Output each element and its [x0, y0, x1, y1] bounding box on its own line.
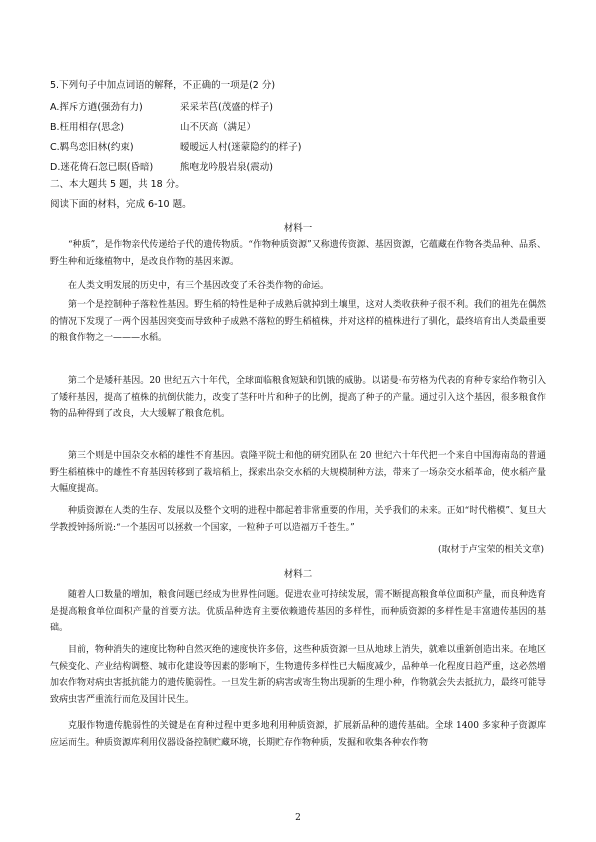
option-d-right: 熊咆龙吟殷岩泉(震动) [180, 162, 273, 173]
material-2-title: 材料二 [283, 569, 313, 580]
option-c-right: 暧暧远人村(迷蒙隐约的样子) [180, 142, 302, 153]
option-d-left: D.迷花倚石忽已暝(昏暗) [50, 162, 154, 173]
option-b-right: 山不厌高（满足） [180, 122, 257, 133]
material-1-paragraph-5: 第三个则是中国杂交水稻的雄性不育基因。袁隆平院士和他的研究团队在 20 世纪六十年代把一个来自中国海南岛的普通野生稻植株中的雄性不育基因转移到了栽培稻上，探索出杂交水稻的大规模制种方法，带来了一场杂交水稻革命，使水稻产量大幅度提高。 [50, 451, 546, 495]
material-2-paragraph-2: 目前，物种消失的速度比物种自然灭绝的速度快许多倍，这些种质资源一旦从地球上消失，就难以重新创造出来。在地区气候变化、产业结构调整、城市化建设等因素的影响下，生物遗传多样性已大幅度减少，品种单一化程度日趋严重，这必然增加农作物对病虫害抵抗能力的遗传脆弱性。一旦发生新的病害或寄生物出现新的生理小种，作物就会失去抵抗力，最终可能导致病虫害严重流行而危及国计民生。 [50, 645, 546, 705]
option-a-right: 采采芣苢(茂盛的样子) [180, 102, 273, 113]
option-a-left: A.挥斥方遒(强劲有力) [50, 102, 143, 113]
option-c-left: C.羁鸟恋旧林(约束) [50, 142, 134, 153]
material-1-paragraph-3: 第一个是控制种子落粒性基因。野生稻的特性是种子成熟后就掉到土壤里，这对人类收获种子很不利。我们的祖先在偶然的情况下发现了一两个因基因突变而导致种子成熟不落粒的野生稻植株，并对这样的植株进行了驯化，最终培育出人类最重要的粮食作物之一———水稻。 [50, 300, 546, 344]
material-1-paragraph-4: 第二个是矮秆基因。20 世纪五六十年代，全球面临粮食短缺和饥饿的威胁。以诺曼·布劳格为代表的育种专家给作物引入了矮秆基因，提高了植株的抗倒伏能力，改变了茎秆叶片和种子的比例，提高了种子的产量。通过引入这个基因，很多粮食作物的品种得到了改良，大大缓解了粮食危机。 [50, 376, 546, 420]
material-1-title: 材料一 [283, 223, 313, 234]
section-instruction: 阅读下面的材料，完成 6-10 题。 [50, 199, 192, 210]
material-1-source: (取材于卢宝荣的相关文章) [437, 545, 544, 555]
section-heading: 二、本大题共 5 题，共 18 分。 [50, 179, 185, 190]
material-2-paragraph-3: 克服作物遗传脆弱性的关键是在育种过程中更多地利用种质资源，扩展新品种的遗传基础。全球 1400 多家种子资源库应运而生。种质资源库利用仪器设备控制贮藏环境，长期贮存作物种质，发掘和收集各种农作物 [50, 721, 546, 748]
material-1-paragraph-2: 在人类文明发展的历史中，有三个基因改变了禾谷类作物的命运。 [68, 281, 330, 291]
material-1-paragraph-6: 种质资源在人类的生存、发展以及整个文明的进程中都起着非常重要的作用，关乎我们的未来。正如“时代楷模”、复旦大学教授钟扬所说:“一个基因可以拯救一个国家，一粒种子可以造福万千苍生。” [50, 506, 546, 533]
material-1-paragraph-1: “种质”，是作物亲代传递给子代的遗传物质。“作物种质资源”又称遗传资源、基因资源，它蕴藏在作物各类品种、品系、野生种和近缘植物中，是改良作物的基因来源。 [50, 240, 546, 267]
question-5-stem: 5.下列句子中加点词语的解释，不正确的一项是(2 分) [50, 80, 276, 91]
page-number: 2 [295, 813, 301, 823]
option-b-left: B.枉用相存(思念) [50, 122, 124, 133]
material-2-paragraph-1: 随着人口数量的增加，粮食问题已经成为世界性问题。促进农业可持续发展，需不断提高粮食单位面积产量，而良种选育是提高粮食单位面积产量的首要方法。优质品种选育主要依赖遗传基因的多样性，而种质资源的多样性是丰富遗传基因的基础。 [50, 590, 546, 634]
